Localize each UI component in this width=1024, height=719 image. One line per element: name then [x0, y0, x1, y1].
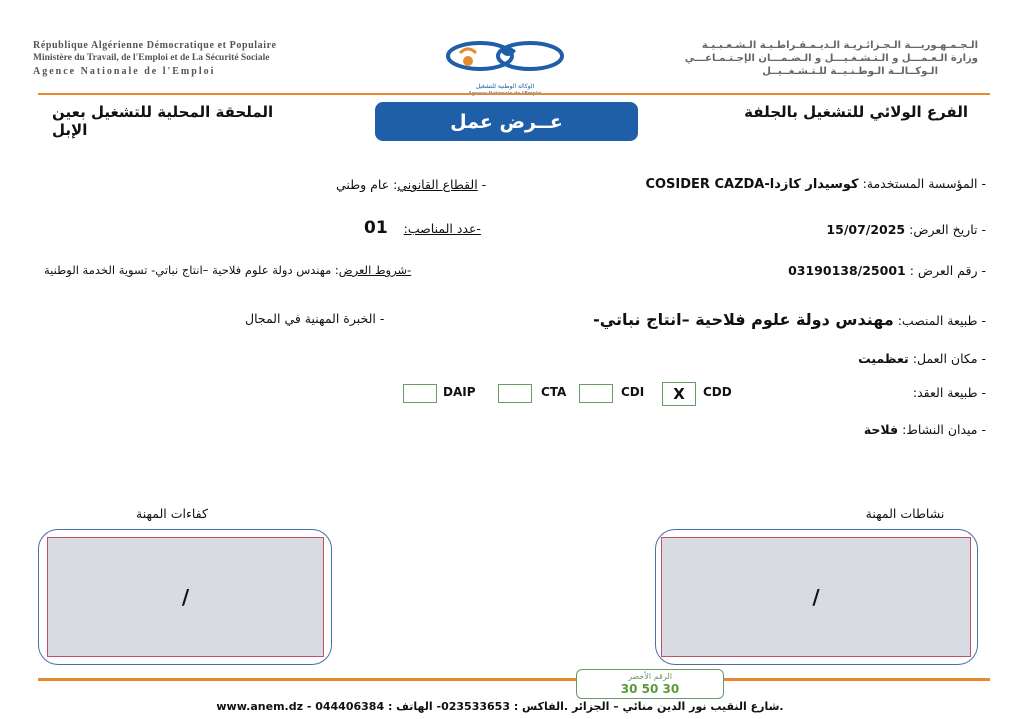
contract-checkbox-cta[interactable] — [498, 384, 532, 403]
employer-value: كوسيدار كازدا-COSIDER CAZDA — [645, 177, 859, 192]
conditions-label: -شروط العرض — [338, 263, 412, 277]
activity-row — [864, 422, 986, 437]
contract-row — [913, 385, 986, 400]
contract-label-cdd: CDD — [703, 385, 732, 399]
header-fr-line3: Agence Nationale de l'Emploi — [33, 66, 216, 77]
contract-label-daip: DAIP — [443, 385, 476, 399]
contract-label-cdi: CDI — [621, 385, 645, 399]
activities-content — [661, 537, 971, 657]
competencies-value: / — [181, 585, 190, 609]
offer-title: عــرض عمل — [450, 110, 563, 133]
contract-checkbox-cdd[interactable] — [662, 382, 696, 406]
green-number-badge — [576, 669, 724, 699]
offer-date-label: - تاريخ العرض: — [909, 222, 986, 237]
position-nature-value: مهندس دولة علوم فلاحية –انتاج نباتي- — [593, 310, 894, 329]
positions-value: 01 — [364, 218, 388, 238]
offer-title-pill — [375, 102, 638, 141]
header-arabic — [600, 39, 978, 78]
footer-address: .شارع النقيب نور الدين منائي – الجزائر .الفاكس : 023533653- الهاتف : 044406384 - www.anem.dz — [216, 700, 784, 713]
positions-row — [364, 218, 481, 238]
conditions-value: : مهندس دولة علوم فلاحية –انتاج نباتي- تسوية الخدمة الوطنية — [44, 263, 339, 277]
offer-number-value: 03190138/25001 — [788, 263, 906, 278]
competencies-content — [47, 537, 324, 657]
offer-date-row — [826, 222, 986, 237]
header-french — [33, 39, 413, 78]
employer-label: - المؤسسة المستخدمة: — [862, 176, 986, 191]
competencies-box — [38, 529, 332, 665]
legal-sector-label: القطاع القانوني — [397, 177, 478, 192]
header-ar-line1: الـجـمـهـوريـــة الـجـزائـريـة الـديـمـقـراطـيـة الـشـعـبـيـة — [701, 40, 978, 51]
header-fr-line2: Ministère du Travail, de l'Emploi et de La Sécurité Sociale — [33, 53, 270, 63]
green-number-value: 30 50 30 — [620, 682, 680, 696]
positions-label: -عدد المناصب: — [403, 221, 481, 236]
logo-caption-ar: الوكالة الوطنية للتشغيل — [475, 83, 535, 90]
position-nature-row — [593, 310, 986, 329]
activities-box — [655, 529, 978, 665]
contract-cdd-mark: X — [673, 385, 685, 403]
activities-title: نشاطات المهنة — [865, 506, 945, 521]
title-left: الملحقة المحلية للتشغيل بعين الإبل — [52, 103, 274, 139]
activities-value: / — [812, 585, 820, 609]
workplace-value: تعظميت — [858, 351, 909, 366]
footer-divider — [38, 678, 990, 681]
experience-row — [245, 311, 384, 326]
workplace-label: - مكان العمل: — [912, 351, 986, 366]
offer-number-label: - رقم العرض : — [909, 263, 986, 278]
position-nature-label: - طبيعة المنصب: — [897, 313, 986, 328]
competencies-title: كفاءات المهنة — [136, 506, 208, 521]
offer-number-row — [788, 263, 986, 278]
title-right: الفرع الولائي للتشغيل بالجلفة — [744, 103, 968, 121]
contract-label-cta: CTA — [541, 385, 567, 399]
conditions-row — [44, 263, 411, 277]
offer-date-value: 15/07/2025 — [826, 222, 906, 237]
header-ar-line2: وزارة الـعـمـــل و الـتـشـغـيـــل و الـضـمـــان الإجـتـمـاعـــي — [684, 53, 978, 64]
green-number-label: الرقم الأخضر — [628, 672, 672, 681]
activity-value: فلاحة — [863, 422, 899, 437]
anem-logo-icon — [440, 37, 570, 79]
activity-label: - ميدان النشاط: — [902, 422, 986, 437]
workplace-row — [858, 351, 986, 366]
legal-sector-value: : عام وطني — [336, 177, 398, 192]
contract-checkbox-daip[interactable] — [403, 384, 437, 403]
contract-checkbox-cdi[interactable] — [579, 384, 613, 403]
employer-row — [645, 176, 986, 192]
contract-label: - طبيعة العقد: — [912, 385, 986, 400]
legal-sector-row: - القطاع القانوني: عام وطني — [336, 177, 487, 192]
experience-label: - الخبرة المهنية في المجال — [245, 311, 385, 326]
anem-logo — [440, 37, 570, 95]
header-fr-line1: République Algérienne Démocratique et Populaire — [33, 40, 277, 51]
header-ar-line3: الـوكــالــة الـوطـنـيــة للـتـشـغــيــل — [762, 66, 938, 77]
header-divider — [38, 93, 990, 95]
